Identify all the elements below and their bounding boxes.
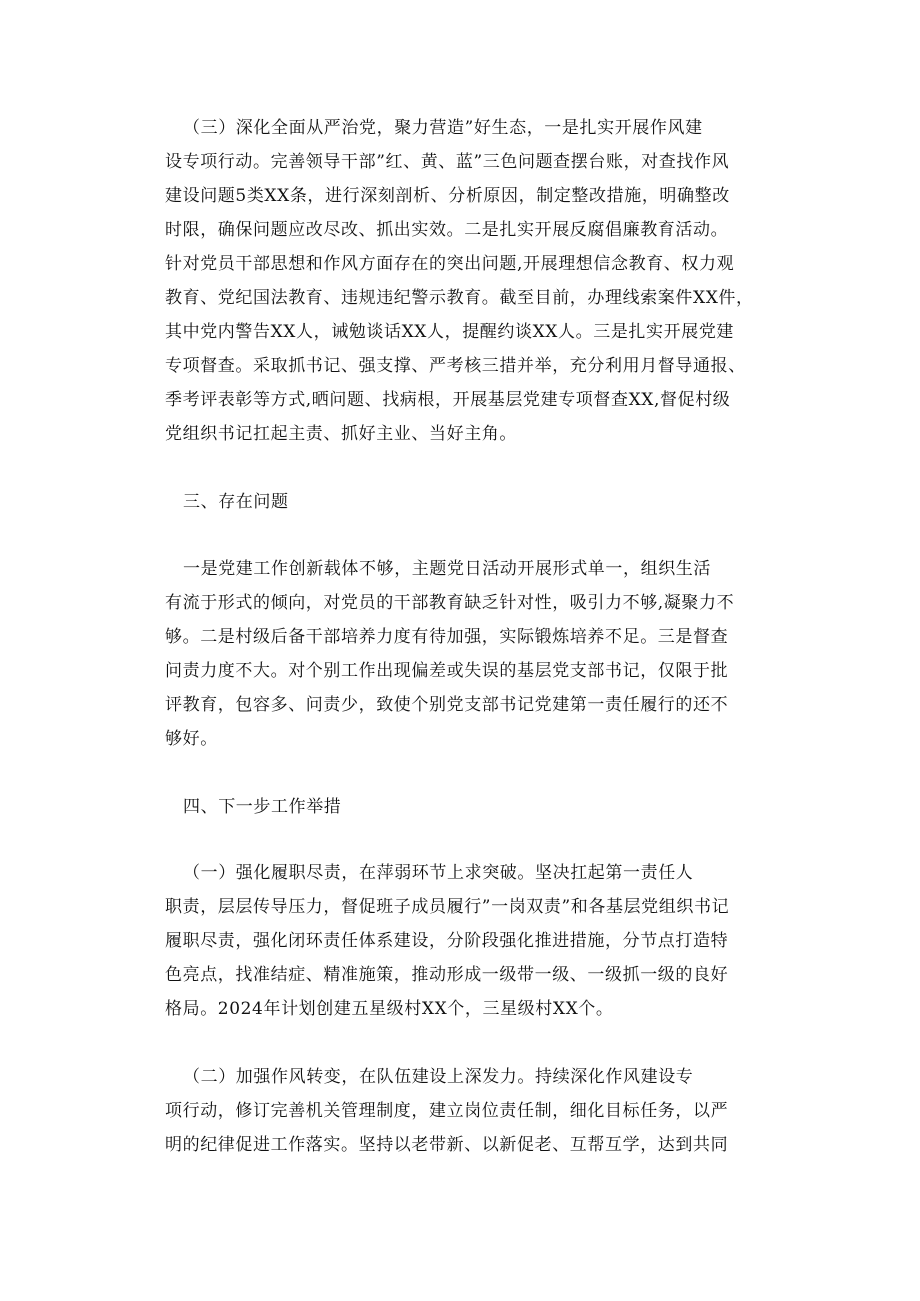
section-heading-next-steps: 四、下一步工作举措 (183, 797, 342, 817)
text-line: 够。二是村级后备干部培养力度有待加强，实际锻炼培养不足。三是督查 (165, 627, 729, 647)
text-line: 色亮点，找准结症、精准施策，推动形成一级带一级、一级抓一级的良好 (165, 965, 729, 985)
text-line: 格局。2024年计划创建五星级村XX个，三星级村XX个。 (165, 999, 614, 1019)
text-line: 问责力度不大。对个别工作出现偏差或失误的基层党支部书记，仅限于批 (165, 661, 729, 681)
text-line: 有流于形式的倾向，对党员的干部教育缺乏针对性，吸引力不够,凝聚力不 (165, 593, 735, 613)
text-line: 其中党内警告XX人，诫勉谈话XX人，提醒约谈XX人。三是扎实开展党建 (165, 322, 735, 342)
text-line: 时限，确保问题应改尽改、抓出实效。二是扎实开展反腐倡廉教育活动。 (165, 220, 729, 240)
text-line: 职责，层层传导压力，督促班子成员履行”一岗双责”和各基层党组织书记 (165, 897, 730, 917)
text-line: 专项督查。采取抓书记、强支撑、严考核三措并举，充分利用月督导通报、 (165, 356, 746, 376)
text-line: 够好。 (165, 729, 218, 749)
text-line: （一）强化履职尽责，在萍弱环节上求突破。坚决扛起第一责任人 (183, 863, 694, 883)
text-line: （三）深化全面从严治党，聚力营造”好生态，一是扎实开展作风建 (183, 118, 703, 138)
text-line: 项行动，修订完善机关管理制度，建立岗位责任制，细化目标任务，以严 (165, 1101, 729, 1121)
text-line: 明的纪律促进工作落实。坚持以老带新、以新促老、互帮互学，达到共同 (165, 1135, 729, 1155)
text-line: 履职尽责，强化闭环责任体系建设，分阶段强化推进措施，分节点打造特 (165, 931, 729, 951)
text-line: 党组织书记扛起主责、抓好主业、当好主角。 (165, 424, 517, 444)
text-line: 建设问题5类XX条，进行深刻剖析、分析原因，制定整改措施，明确整改 (165, 186, 730, 206)
text-line: （二）加强作风转变，在队伍建设上深发力。持续深化作风建设专 (183, 1067, 694, 1087)
text-line: 设专项行动。完善领导干部”红、黄、蓝”三色问题查摆台账，对查找作风 (165, 152, 730, 172)
text-line: 季考评表彰等方式,晒问题、找病根，开展基层党建专项督查XX,督促村级 (165, 390, 731, 410)
text-line: 教育、党纪国法教育、违规违纪警示教育。截至目前，办理线索案件XX件， (165, 288, 754, 308)
text-line: 一是党建工作创新载体不够，主题党日活动开展形式单一，组织生活 (183, 559, 711, 579)
text-line: 针对党员干部思想和作风方面存在的突出问题,开展理想信念教育、权力观 (165, 254, 735, 274)
section-heading-problems: 三、存在问题 (183, 492, 289, 512)
text-line: 评教育，包容多、问责少，致使个别党支部书记党建第一责任履行的还不 (165, 695, 729, 715)
